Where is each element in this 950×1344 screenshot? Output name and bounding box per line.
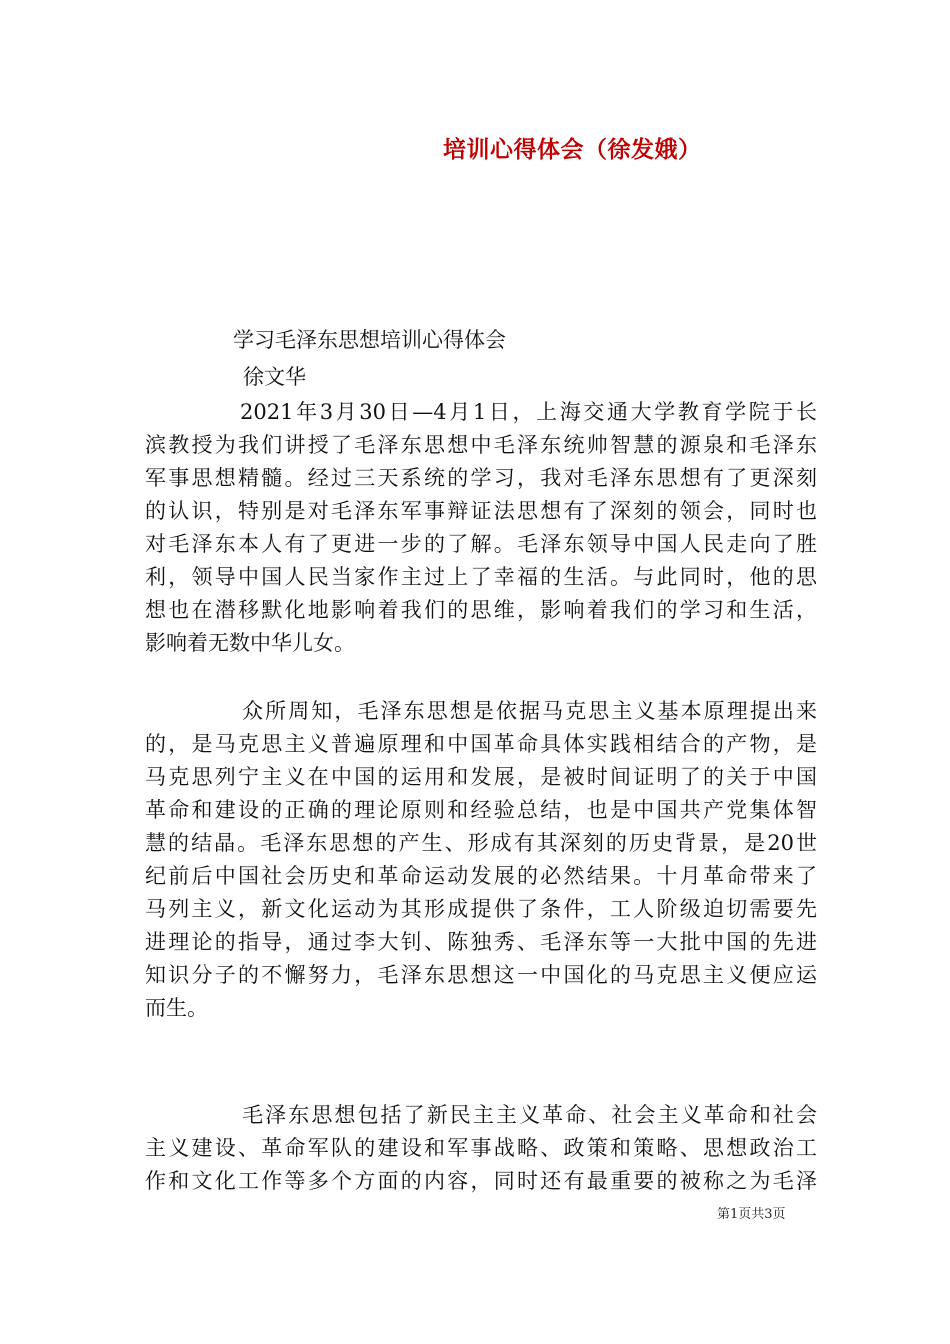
- paragraph-line: 革命和建设的正确的理论原则和经验总结，也是中国共产党集体智: [145, 798, 817, 822]
- paragraph-line: 众所周知，毛泽东思想是依据马克思主义基本原理提出来: [240, 699, 817, 723]
- paragraph-line: 滨教授为我们讲授了毛泽东思想中毛泽东统帅智慧的源泉和毛泽东: [145, 433, 817, 457]
- paragraph-line: 知识分子的不懈努力，毛泽东思想这一中国化的马克思主义便应运: [145, 963, 817, 987]
- paragraph-line: 慧的结晶。毛泽东思想的产生、形成有其深刻的历史背景，是20世: [145, 831, 817, 855]
- paragraph-line: 2021年3月30日—4月1日，上海交通大学教育学院于长: [240, 400, 817, 424]
- paragraph-line: 对毛泽东本人有了更进一步的了解。毛泽东领导中国人民走向了胜: [145, 532, 817, 556]
- paragraph-2: [145, 695, 817, 1025]
- paragraph-3: [145, 1099, 817, 1198]
- paragraph-line: 马列主义，新文化运动为其形成提供了条件，工人阶级迫切需要先: [145, 897, 817, 921]
- paragraph-line: 的，是马克思主义普遍原理和中国革命具体实践相结合的产物，是: [145, 732, 817, 756]
- paragraph-line: 军事思想精髓。经过三天系统的学习，我对毛泽东思想有了更深刻: [145, 466, 817, 490]
- author-name: 徐文华: [243, 365, 306, 389]
- paragraph-line: 纪前后中国社会历史和革命运动发展的必然结果。十月革命带来了: [145, 864, 817, 888]
- paragraph-line: 作和文化工作等多个方面的内容，同时还有最重要的被称之为毛泽: [145, 1169, 817, 1193]
- paragraph-line: 想也在潜移默化地影响着我们的思维，影响着我们的学习和生活，: [145, 598, 817, 622]
- paragraph-line: 马克思列宁主义在中国的运用和发展，是被时间证明了的关于中国: [145, 765, 817, 789]
- paragraph-line: 毛泽东思想包括了新民主主义革命、社会主义革命和社会: [240, 1103, 817, 1127]
- paragraph-line: 主义建设、革命军队的建设和军事战略、政策和策略、思想政治工: [145, 1136, 817, 1160]
- document-title: 培训心得体会（徐发娥）: [443, 136, 702, 163]
- page-number-footer: 第1页共3页: [717, 1207, 786, 1222]
- article-title: 学习毛泽东思想培训心得体会: [233, 328, 506, 352]
- paragraph-1: [145, 396, 817, 660]
- paragraph-line: 进理论的指导，通过李大钊、陈独秀、毛泽东等一大批中国的先进: [145, 930, 817, 954]
- paragraph-line: 利，领导中国人民当家作主过上了幸福的生活。与此同时，他的思: [145, 565, 817, 589]
- paragraph-line: 的认识，特别是对毛泽东军事辩证法思想有了深刻的领会，同时也: [145, 499, 817, 523]
- paragraph-line: 而生。: [145, 996, 208, 1020]
- paragraph-line: 影响着无数中华儿女。: [145, 631, 355, 655]
